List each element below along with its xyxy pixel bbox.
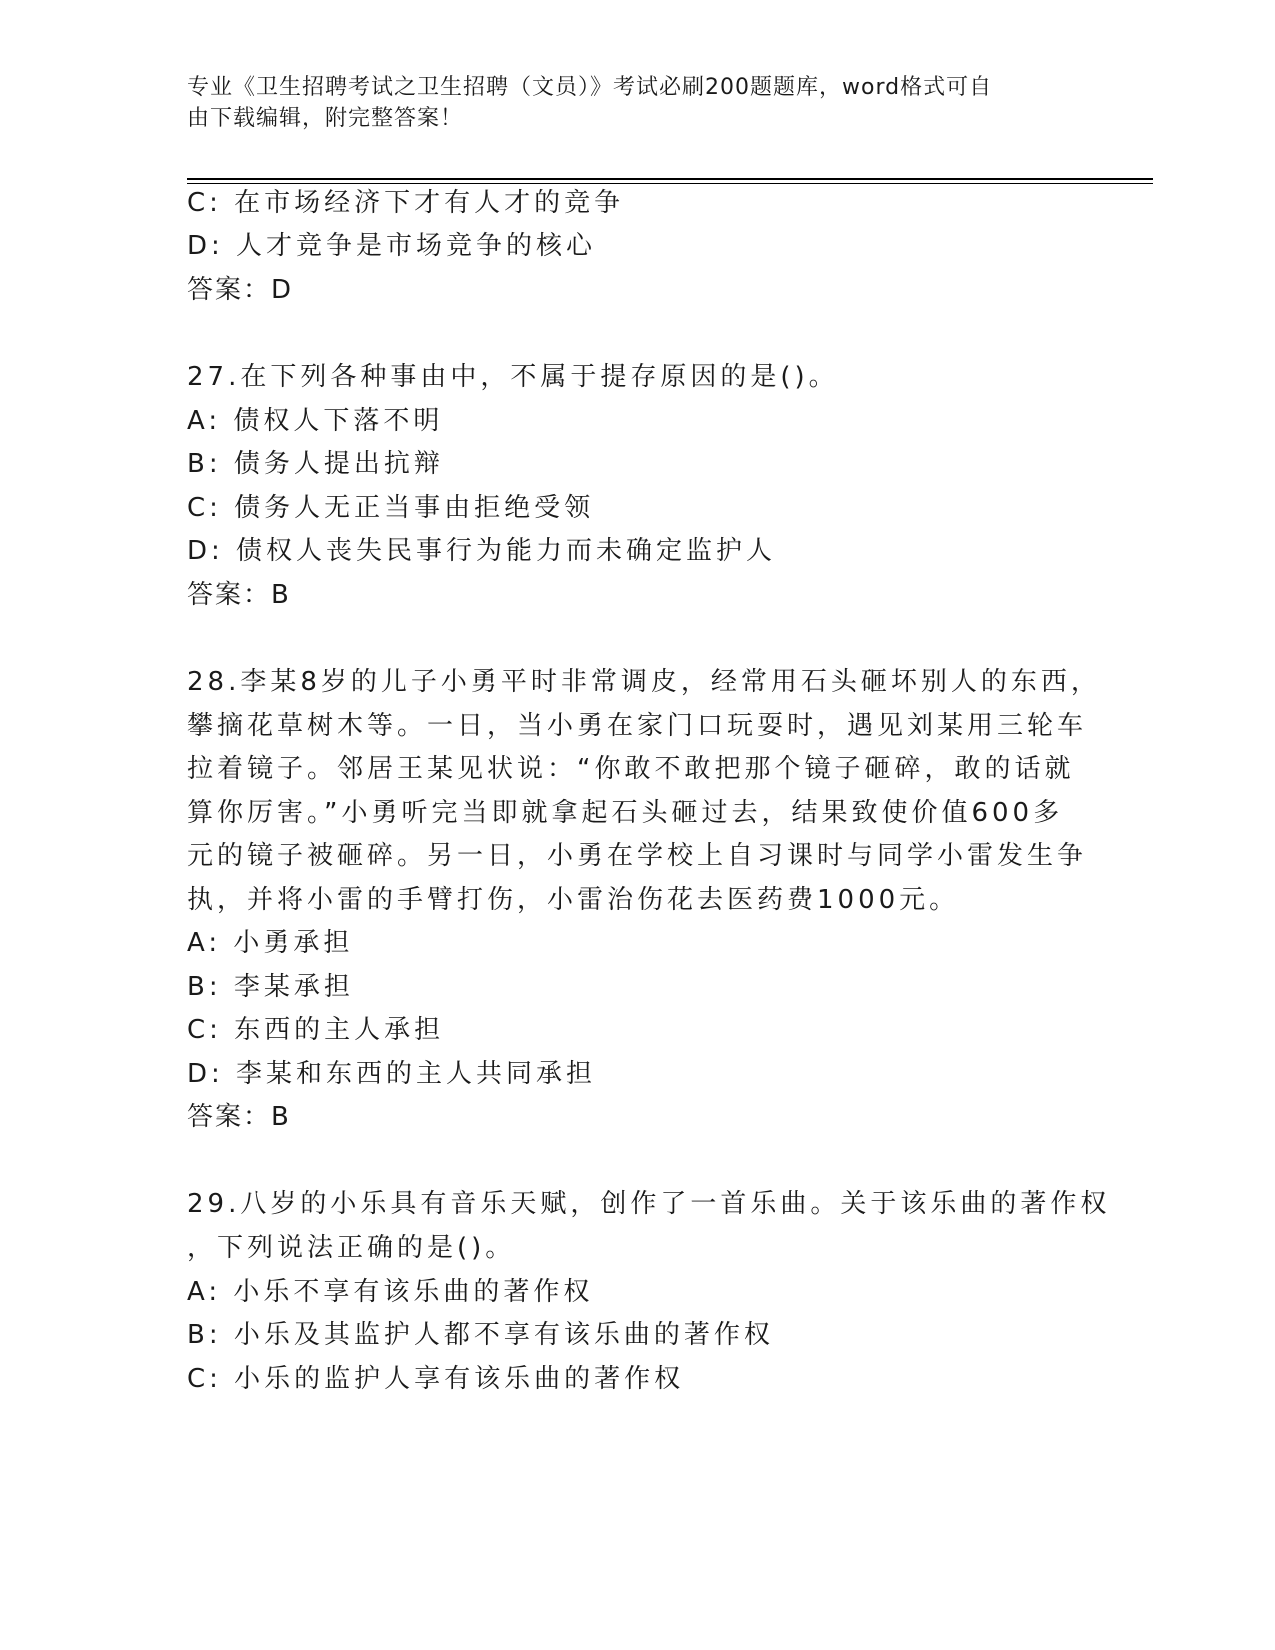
q28-option-a: A: 小勇承担 (187, 928, 354, 958)
q27-stem: 27.在下列各种事由中，不属于提存原因的是()。 (187, 362, 839, 392)
q26-option-d: D: 人才竞争是市场竞争的核心 (187, 231, 597, 261)
q28-option-b: B: 李某承担 (187, 972, 354, 1002)
header-line-1: 专业《卫生招聘考试之卫生招聘（文员）》考试必刷200题题库，word格式可自 (187, 75, 993, 100)
q28-option-c: C: 东西的主人承担 (187, 1015, 445, 1045)
q27-option-b: B: 债务人提出抗辩 (187, 449, 444, 479)
q28-stem-line: 拉着镜子。邻居王某见状说：“你敢不敢把那个镜子砸碎，敢的话就 (187, 754, 1075, 784)
q27-answer: 答案：B (187, 580, 291, 610)
q29-option-c: C: 小乐的监护人享有该乐曲的著作权 (187, 1364, 685, 1394)
q26-answer: 答案：D (187, 275, 294, 305)
q27-option-a: A: 债权人下落不明 (187, 406, 444, 436)
q27-option-d: D: 债权人丧失民事行为能力而未确定监护人 (187, 536, 777, 566)
header-divider-thin (187, 183, 1153, 184)
header-divider-thick (187, 178, 1153, 180)
q29-option-a: A: 小乐不享有该乐曲的著作权 (187, 1277, 594, 1307)
q28-stem-line: 算你厉害。”小勇听完当即就拿起石头砸过去，结果致使价值600多 (187, 798, 1064, 828)
q28-stem-line: 28.李某8岁的儿子小勇平时非常调皮，经常用石头砸坏别人的东西， (187, 667, 1101, 697)
q27-option-c: C: 债务人无正当事由拒绝受领 (187, 493, 595, 523)
q28-stem-line: 执，并将小雷的手臂打伤，小雷治伤花去医药费1000元。 (187, 885, 960, 915)
q28-stem-line: 攀摘花草树木等。一日，当小勇在家门口玩耍时，遇见刘某用三轮车 (187, 711, 1088, 741)
q29-stem-line: ，下列说法正确的是()。 (187, 1233, 516, 1263)
q28-option-d: D: 李某和东西的主人共同承担 (187, 1059, 597, 1089)
header-line-2: 由下载编辑，附完整答案！ (187, 106, 464, 131)
q28-stem-line: 元的镜子被砸碎。另一日，小勇在学校上自习课时与同学小雷发生争 (187, 841, 1088, 871)
q29-stem-line: 29.八岁的小乐具有音乐天赋，创作了一首乐曲。关于该乐曲的著作权 (187, 1189, 1111, 1219)
q28-answer: 答案：B (187, 1102, 291, 1132)
q26-option-c: C: 在市场经济下才有人才的竞争 (187, 188, 625, 218)
document-header (187, 72, 1067, 134)
q29-option-b: B: 小乐及其监护人都不享有该乐曲的著作权 (187, 1320, 774, 1350)
